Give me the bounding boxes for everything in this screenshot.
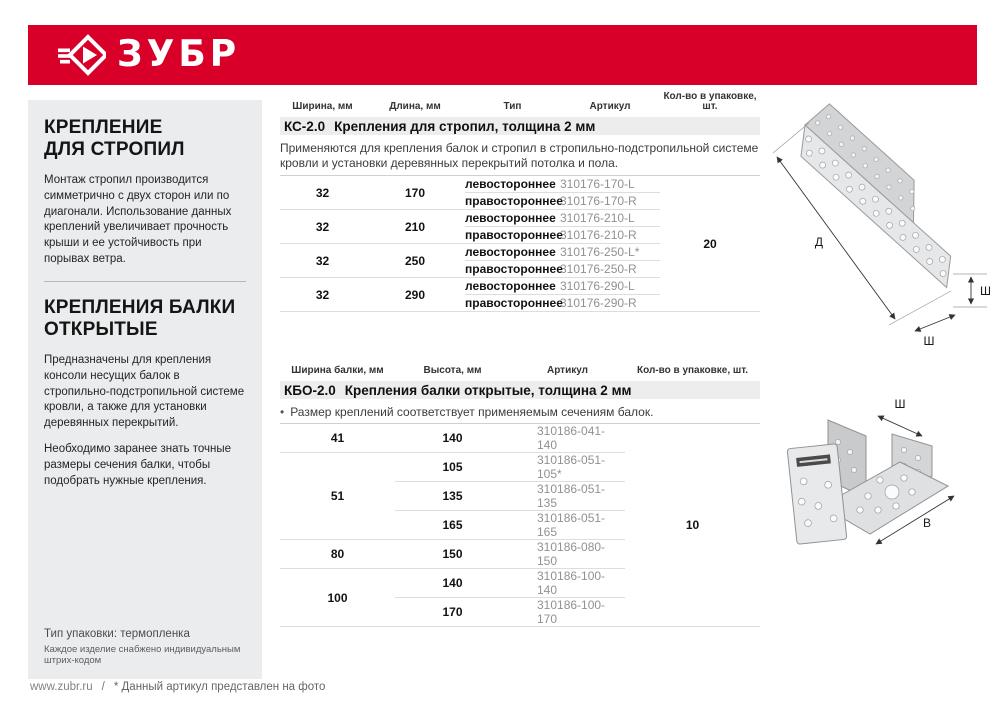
sku-cell: 310176-250-L*	[560, 244, 660, 261]
length-cell: 210	[365, 210, 465, 244]
packaging-barcode-note: Каждое изделие снабжено индивидуальным штрих-кодом	[44, 644, 241, 666]
type-cell: правостороннее	[465, 228, 563, 242]
sku-cell: 310176-170-R	[560, 193, 660, 210]
packaging-type: Тип упаковки: термопленка	[44, 628, 190, 640]
type-cell: левостороннее	[465, 176, 560, 193]
sidebar-text-beam-1: Предназначены для крепления консоли несущих балок в стропильно-подстропильной системе кровли, а также для установки деревянных перекрытий.	[44, 353, 245, 430]
beam-width-cell: 41	[280, 424, 395, 453]
brand-header	[28, 25, 977, 85]
ks-section-title: Крепления для стропил, толщина 2 мм	[334, 118, 596, 134]
kbo-section-title: Крепления балки открытые, толщина 2 мм	[344, 382, 632, 398]
column-header: Ширина балки, мм	[291, 365, 384, 376]
footer-separator: /	[101, 681, 105, 693]
sku-cell: 310176-290-R	[560, 295, 660, 312]
sku-cell: 310186-051-135	[510, 482, 625, 511]
kbo-code: КБО-2.0	[284, 382, 336, 398]
width-cell: 32	[280, 278, 365, 312]
kbo-spec-table	[280, 423, 760, 627]
bison-icon	[58, 31, 106, 79]
length-cell: 290	[365, 278, 465, 312]
height-cell: 140	[395, 424, 510, 453]
open-beam-bracket-image	[770, 388, 990, 603]
column-header: Тип	[503, 101, 522, 112]
sku-cell: 310176-250-R	[560, 261, 660, 278]
ks-description: Применяются для крепления балок и стропил в стропильно-подстропильной системе кровли и установки деревянных перекрытий потолка и пола.	[280, 141, 759, 170]
sku-cell: 310186-041-140	[510, 424, 625, 453]
column-header: Ширина, мм	[292, 101, 353, 112]
sku-cell: 310186-051-165	[510, 511, 625, 540]
column-header: Артикул	[589, 101, 631, 112]
column-header: Артикул	[546, 365, 589, 376]
beam-width-cell: 100	[280, 569, 395, 627]
qty-cell: 10	[625, 424, 760, 627]
sku-cell: 310186-100-170	[510, 598, 625, 627]
site-link[interactable]: www.zubr.ru	[30, 681, 93, 693]
page-footer	[30, 681, 325, 693]
height-cell: 170	[395, 598, 510, 627]
width-cell: 32	[280, 176, 365, 210]
width-cell: 32	[280, 210, 365, 244]
length-dimension-label: Д	[814, 235, 823, 249]
sidebar-divider	[44, 281, 246, 282]
width-dimension-label-side: Ш	[980, 284, 991, 298]
bracket-height-dimension-label: В	[923, 516, 932, 530]
sku-cell: 310176-210-L	[560, 210, 660, 227]
length-cell: 170	[365, 176, 465, 210]
ks-section-header	[280, 117, 760, 135]
type-cell: левостороннее	[465, 278, 560, 295]
height-cell: 165	[395, 511, 510, 540]
bracket-width-dimension-label: Ш	[894, 397, 906, 411]
type-cell: левостороннее	[465, 210, 560, 227]
qty-cell: 20	[660, 176, 760, 312]
kbo-description: • Размер креплений соответствует применяемым сечениям балок.	[280, 405, 654, 419]
table-row	[280, 176, 760, 193]
zubr-logo	[58, 31, 240, 79]
type-cell: правостороннее	[465, 262, 563, 276]
sidebar-text-beam-2: Необходимо заранее знать точные размеры сечения балки, чтобы подобрать нужные крепления.	[44, 443, 231, 487]
kbo-section-header	[280, 381, 760, 399]
bullet-marker: •	[280, 405, 285, 419]
column-header: Длина, мм	[389, 101, 441, 112]
height-cell: 105	[395, 453, 510, 482]
table-row	[280, 424, 760, 453]
length-cell: 250	[365, 244, 465, 278]
sku-cell: 310186-100-140	[510, 569, 625, 598]
info-sidebar	[28, 100, 262, 679]
type-cell: правостороннее	[465, 194, 563, 208]
packaging-info	[44, 628, 246, 666]
column-header: Высота, мм	[423, 365, 482, 376]
sku-cell: 310186-051-105*	[510, 453, 625, 482]
ks-spec-table	[280, 175, 760, 312]
sidebar-text-rafter: Монтаж стропил производится симметрично с двух сторон или по диагонали. Использование данных креплений увеличивает прочность крыши и ее устойчивость при порывах ветра.	[44, 173, 232, 266]
sidebar-title-rafter: КРЕПЛЕНИЕ ДЛЯ СТРОПИЛ	[44, 117, 185, 161]
kbo-column-headers	[280, 364, 760, 376]
type-cell: правостороннее	[465, 296, 563, 310]
height-cell: 140	[395, 569, 510, 598]
bracket-width-dimension-arrow	[878, 416, 922, 436]
width-dimension-arrow-bottom	[915, 315, 955, 331]
sku-cell: 310176-170-L	[560, 176, 660, 193]
column-header: Кол-во в упаковке, шт.	[636, 365, 749, 376]
rafter-strap-image	[765, 95, 1000, 350]
kbo-product-block	[280, 364, 760, 627]
width-dimension-label-bottom: Ш	[923, 334, 935, 348]
sku-cell: 310176-210-R	[560, 227, 660, 244]
ks-code: КС-2.0	[284, 118, 326, 134]
ks-column-headers	[280, 91, 760, 112]
ks-product-block	[280, 91, 760, 312]
asterisk-note: * Данный артикул представлен на фото	[113, 681, 326, 693]
height-cell: 135	[395, 482, 510, 511]
type-cell: левостороннее	[465, 244, 560, 261]
width-cell: 32	[280, 244, 365, 278]
column-header: Кол-во в упаковке, шт.	[663, 91, 757, 112]
sidebar-title-beam: КРЕПЛЕНИЯ БАЛКИ ОТКРЫТЫЕ	[44, 296, 236, 341]
beam-width-cell: 51	[280, 453, 395, 540]
sku-cell: 310176-290-L	[560, 278, 660, 295]
beam-width-cell: 80	[280, 540, 395, 569]
sku-cell: 310186-080-150	[510, 540, 625, 569]
zubr-logo-text: ЗУБР	[117, 33, 241, 76]
height-cell: 150	[395, 540, 510, 569]
